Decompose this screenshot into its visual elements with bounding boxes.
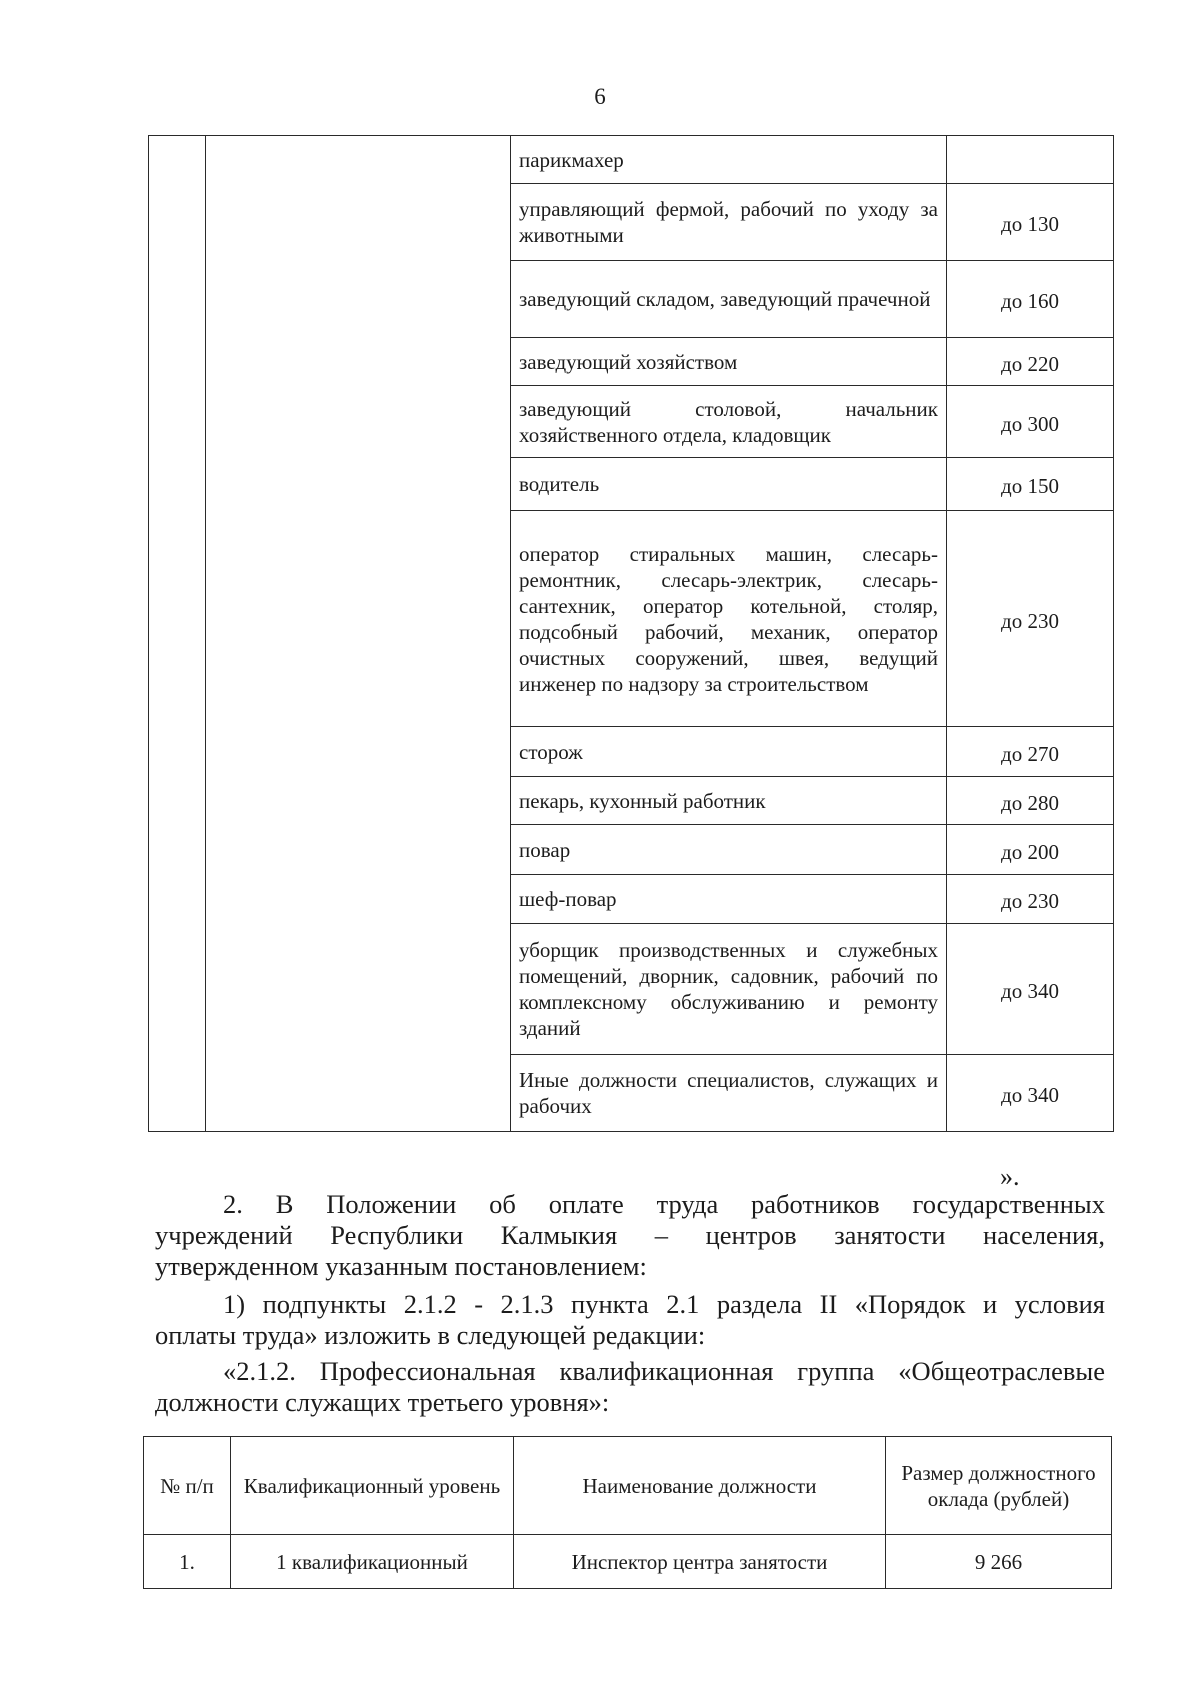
position-name-cell: пекарь, кухонный работник — [511, 777, 947, 825]
header-salary: Размер должностного оклада (рублей) — [886, 1437, 1112, 1535]
table-header-row — [144, 1437, 1112, 1535]
position-name-cell: сторож — [511, 727, 947, 777]
increase-value-cell — [947, 458, 1114, 511]
increase-value-cell — [947, 511, 1114, 727]
increase-value-cell — [947, 338, 1114, 386]
increase-value-cell — [947, 261, 1114, 338]
subparagraph-1-line-1: 1) подпункты 2.1.2 - 2.1.3 пункта 2.1 раздела II «Порядок и условия — [223, 1289, 1105, 1319]
subparagraph-1-line-2: оплаты труда» изложить в следующей редакции: — [155, 1320, 706, 1350]
increase-value: до 340 — [1001, 1083, 1059, 1107]
increase-value: до 340 — [1001, 979, 1059, 1003]
position-name-cell: заведующий столовой, начальник хозяйственного отдела, кладовщик — [511, 386, 947, 458]
increase-value-cell — [947, 875, 1114, 924]
clause-2-1-2-line-1: «2.1.2. Профессиональная квалификационная группа «Общеотраслевые — [223, 1356, 1105, 1386]
increase-value-cell — [947, 777, 1114, 825]
header-position-name: Наименование должности — [514, 1437, 886, 1535]
increase-value-cell — [947, 825, 1114, 875]
position-name-cell: управляющий фермой, рабочий по уходу за животными — [511, 184, 947, 261]
paragraph-2-line-2: учреждений Республики Калмыкия – центров занятости населения, — [155, 1220, 1105, 1250]
position-name-cell: заведующий хозяйством — [511, 338, 947, 386]
increase-value-cell — [947, 1055, 1114, 1132]
increase-value-cell — [947, 184, 1114, 261]
paragraph-2-line-3: утвержденном указанным постановлением: — [155, 1251, 647, 1281]
page-number: 6 — [594, 84, 606, 109]
increase-value: до 160 — [1001, 289, 1059, 313]
paragraph-2-line-1: 2. В Положении об оплате труда работников государственных — [223, 1189, 1105, 1219]
increase-value: до 300 — [1001, 411, 1059, 436]
increase-value: до 270 — [1001, 741, 1059, 766]
empty-category-cell — [206, 136, 511, 1132]
position-name-cell: оператор стиральных машин, слесарь-ремонтник, слесарь-электрик, слесарь-сантехник, оператор котельной, столяр, подсобный рабочий, механик, оператор очистных сооружений, швея, ведущий инженер по надзору за строительством — [511, 511, 947, 727]
row-qualification-level: 1 квалификационный — [231, 1535, 514, 1589]
position-name-cell: водитель — [511, 458, 947, 511]
increase-value-cell — [947, 924, 1114, 1055]
position-name-cell: Иные должности специалистов, служащих и рабочих — [511, 1055, 947, 1132]
position-name-cell: уборщик производственных и служебных помещений, дворник, садовник, рабочий по комплексному обслуживанию и ремонту зданий — [511, 924, 947, 1055]
increase-value-cell — [947, 136, 1114, 184]
table-row — [144, 1535, 1112, 1589]
increase-value: до 220 — [1001, 351, 1059, 376]
increase-value: до 280 — [1001, 790, 1059, 815]
clause-2-1-2-line-2: должности служащих третьего уровня»: — [155, 1387, 610, 1417]
table-row — [149, 136, 1114, 184]
increase-value: до 230 — [1001, 608, 1059, 633]
salary-increase-table — [148, 135, 1114, 1132]
increase-value: до 200 — [1001, 839, 1059, 864]
header-number: № п/п — [144, 1437, 231, 1535]
increase-value: до 130 — [1001, 212, 1059, 236]
increase-value-cell — [947, 386, 1114, 458]
table-body — [149, 136, 1114, 1132]
row-number: 1. — [144, 1535, 231, 1589]
row-position-name: Инспектор центра занятости — [514, 1535, 886, 1589]
increase-value: до 150 — [1001, 474, 1059, 498]
header-qualification-level: Квалификационный уровень — [231, 1437, 514, 1535]
increase-value-cell — [947, 727, 1114, 777]
position-name-cell: парикмахер — [511, 136, 947, 184]
position-name-cell: повар — [511, 825, 947, 875]
position-name-cell: шеф-повар — [511, 875, 947, 924]
position-name-cell: заведующий складом, заведующий прачечной — [511, 261, 947, 338]
row-salary: 9 266 — [886, 1535, 1112, 1589]
qualification-salary-table — [143, 1436, 1112, 1589]
increase-value: до 230 — [1001, 889, 1059, 913]
closing-quote: ». — [1000, 1162, 1020, 1191]
empty-number-cell — [149, 136, 206, 1132]
